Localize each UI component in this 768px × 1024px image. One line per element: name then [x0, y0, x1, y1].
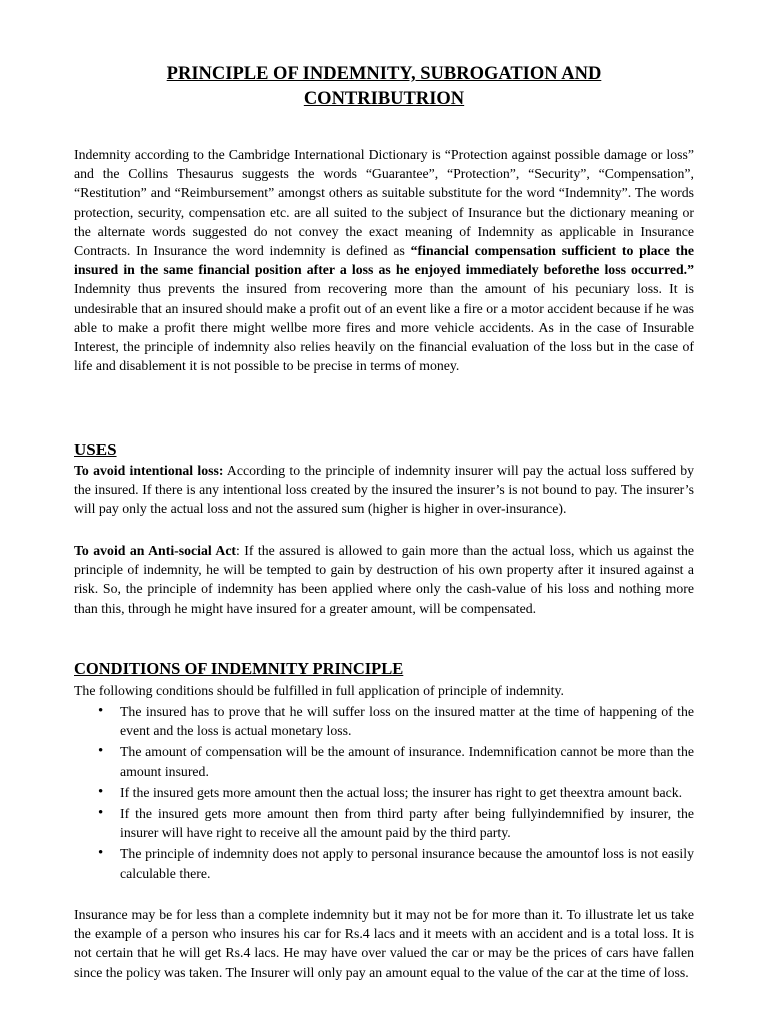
list-item-text: If the insured gets more amount then the actual loss; the insurer has right to get theextra amount back. — [120, 784, 683, 800]
conditions-closing-paragraph: Insurance may be for less than a complete indemnity but it may not be for more than it. To illustrate let us take the example of a person who insures his car for Rs.4 lacs and it meets with an accident and is a total loss. It is not certain that he will get Rs.4 lacs. He may have over valued the car or may be the prices of cars have fallen since the policy was taken. The Insurer will only pay an amount equal to the value of the car at the time of loss. — [74, 907, 694, 980]
uses-intentional-loss — [74, 461, 694, 519]
bullet-icon: • — [98, 703, 104, 719]
indemnity-definition: “financial compensation sufficient to place the insured in the same financial position after a loss as he enjoyed immediately beforethe loss occurred.” — [74, 243, 694, 278]
title-line-2: CONTRIBUTRION — [303, 89, 465, 109]
list-item — [74, 844, 694, 882]
conditions-intro: The following conditions should be fulfilled in full application of principle of indemnity. — [74, 683, 564, 698]
intro-text-part1: Indemnity according to the Cambridge International Dictionary is “Protection against possible damage or loss” and the Collins Thesaurus suggests the words “Guarantee”, “Protection”, “Security”, “Compensation”, “Restitution” and “Reimbursement” amongst others as suitable substitute for the word “Indemnity”. The words protection, security, compensation etc. are all suited to the subject of Insurance but the dictionary meaning or the alternate words suggested do not convey the exact meaning of Indemnity as applicable in Insurance Contracts. In Insurance the word indemnity is defined as — [74, 147, 694, 259]
list-item-text: The principle of indemnity does not apply to personal insurance because the amountof loss is not easily calculable there. — [120, 846, 694, 881]
uses-heading: USES — [74, 440, 117, 459]
conditions-list — [74, 702, 694, 885]
uses-anti-social-act — [74, 541, 694, 618]
list-item — [74, 804, 694, 842]
uses-item2-label: To avoid an Anti-social Act — [74, 543, 237, 558]
bullet-icon: • — [98, 743, 104, 760]
bullet-icon: • — [98, 805, 104, 822]
uses-item2-text: : If the assured is allowed to gain more than the actual loss, which us against the principle of indemnity, he will be tempted to gain by destruction of his own property after it insured against a risk. So, the principle of indemnity has been applied where only the cash-value of his loss and nothing more than this, through he might have insured for a greater amount, will be compensated. — [74, 543, 694, 616]
intro-paragraph — [74, 145, 694, 375]
conditions-heading: CONDITIONS OF INDEMNITY PRINCIPLE — [74, 659, 404, 678]
list-item — [74, 783, 694, 802]
list-item — [74, 742, 694, 780]
list-item-text: The amount of compensation will be the amount of insurance. Indemnification cannot be more than the amount insured. — [120, 744, 694, 779]
page-title — [74, 62, 694, 112]
title-line-1: PRINCIPLE OF INDEMNITY, SUBROGATION AND — [166, 64, 602, 84]
list-item-text: If the insured gets more amount then from third party after being fullyindemnified by insurer, the insurer will have right to receive all the amount paid by the third party. — [120, 806, 694, 841]
bullet-icon: • — [98, 845, 104, 862]
uses-item1-text: According to the principle of indemnity insurer will pay the actual loss suffered by the insured. If there is any intentional loss created by the insured the insurer’s is not bound to pay. The insurer’s will pay only the actual loss and not the assured sum (higher is higher in over-insurance). — [74, 463, 695, 517]
list-item — [74, 702, 694, 740]
intro-text-part2: Indemnity thus prevents the insured from recovering more than the amount of his pecuniary loss. It is undesirable that an insured should make a profit out of an event like a fire or a motor accident because if he was able to make a profit there might wellbe more fires and more vehicle accidents. As in the case of Insurable Interest, the principle of indemnity also relies heavily on the financial evaluation of the loss but in the case of life and disablement it is not possible to be precise in terms of money. — [74, 281, 694, 374]
list-item-text: The insured has to prove that he will suffer loss on the insured matter at the time of happening of the event and the loss is actual monetary loss. — [120, 704, 694, 739]
uses-item1-label: To avoid intentional loss: — [74, 463, 224, 478]
bullet-icon: • — [98, 783, 104, 800]
